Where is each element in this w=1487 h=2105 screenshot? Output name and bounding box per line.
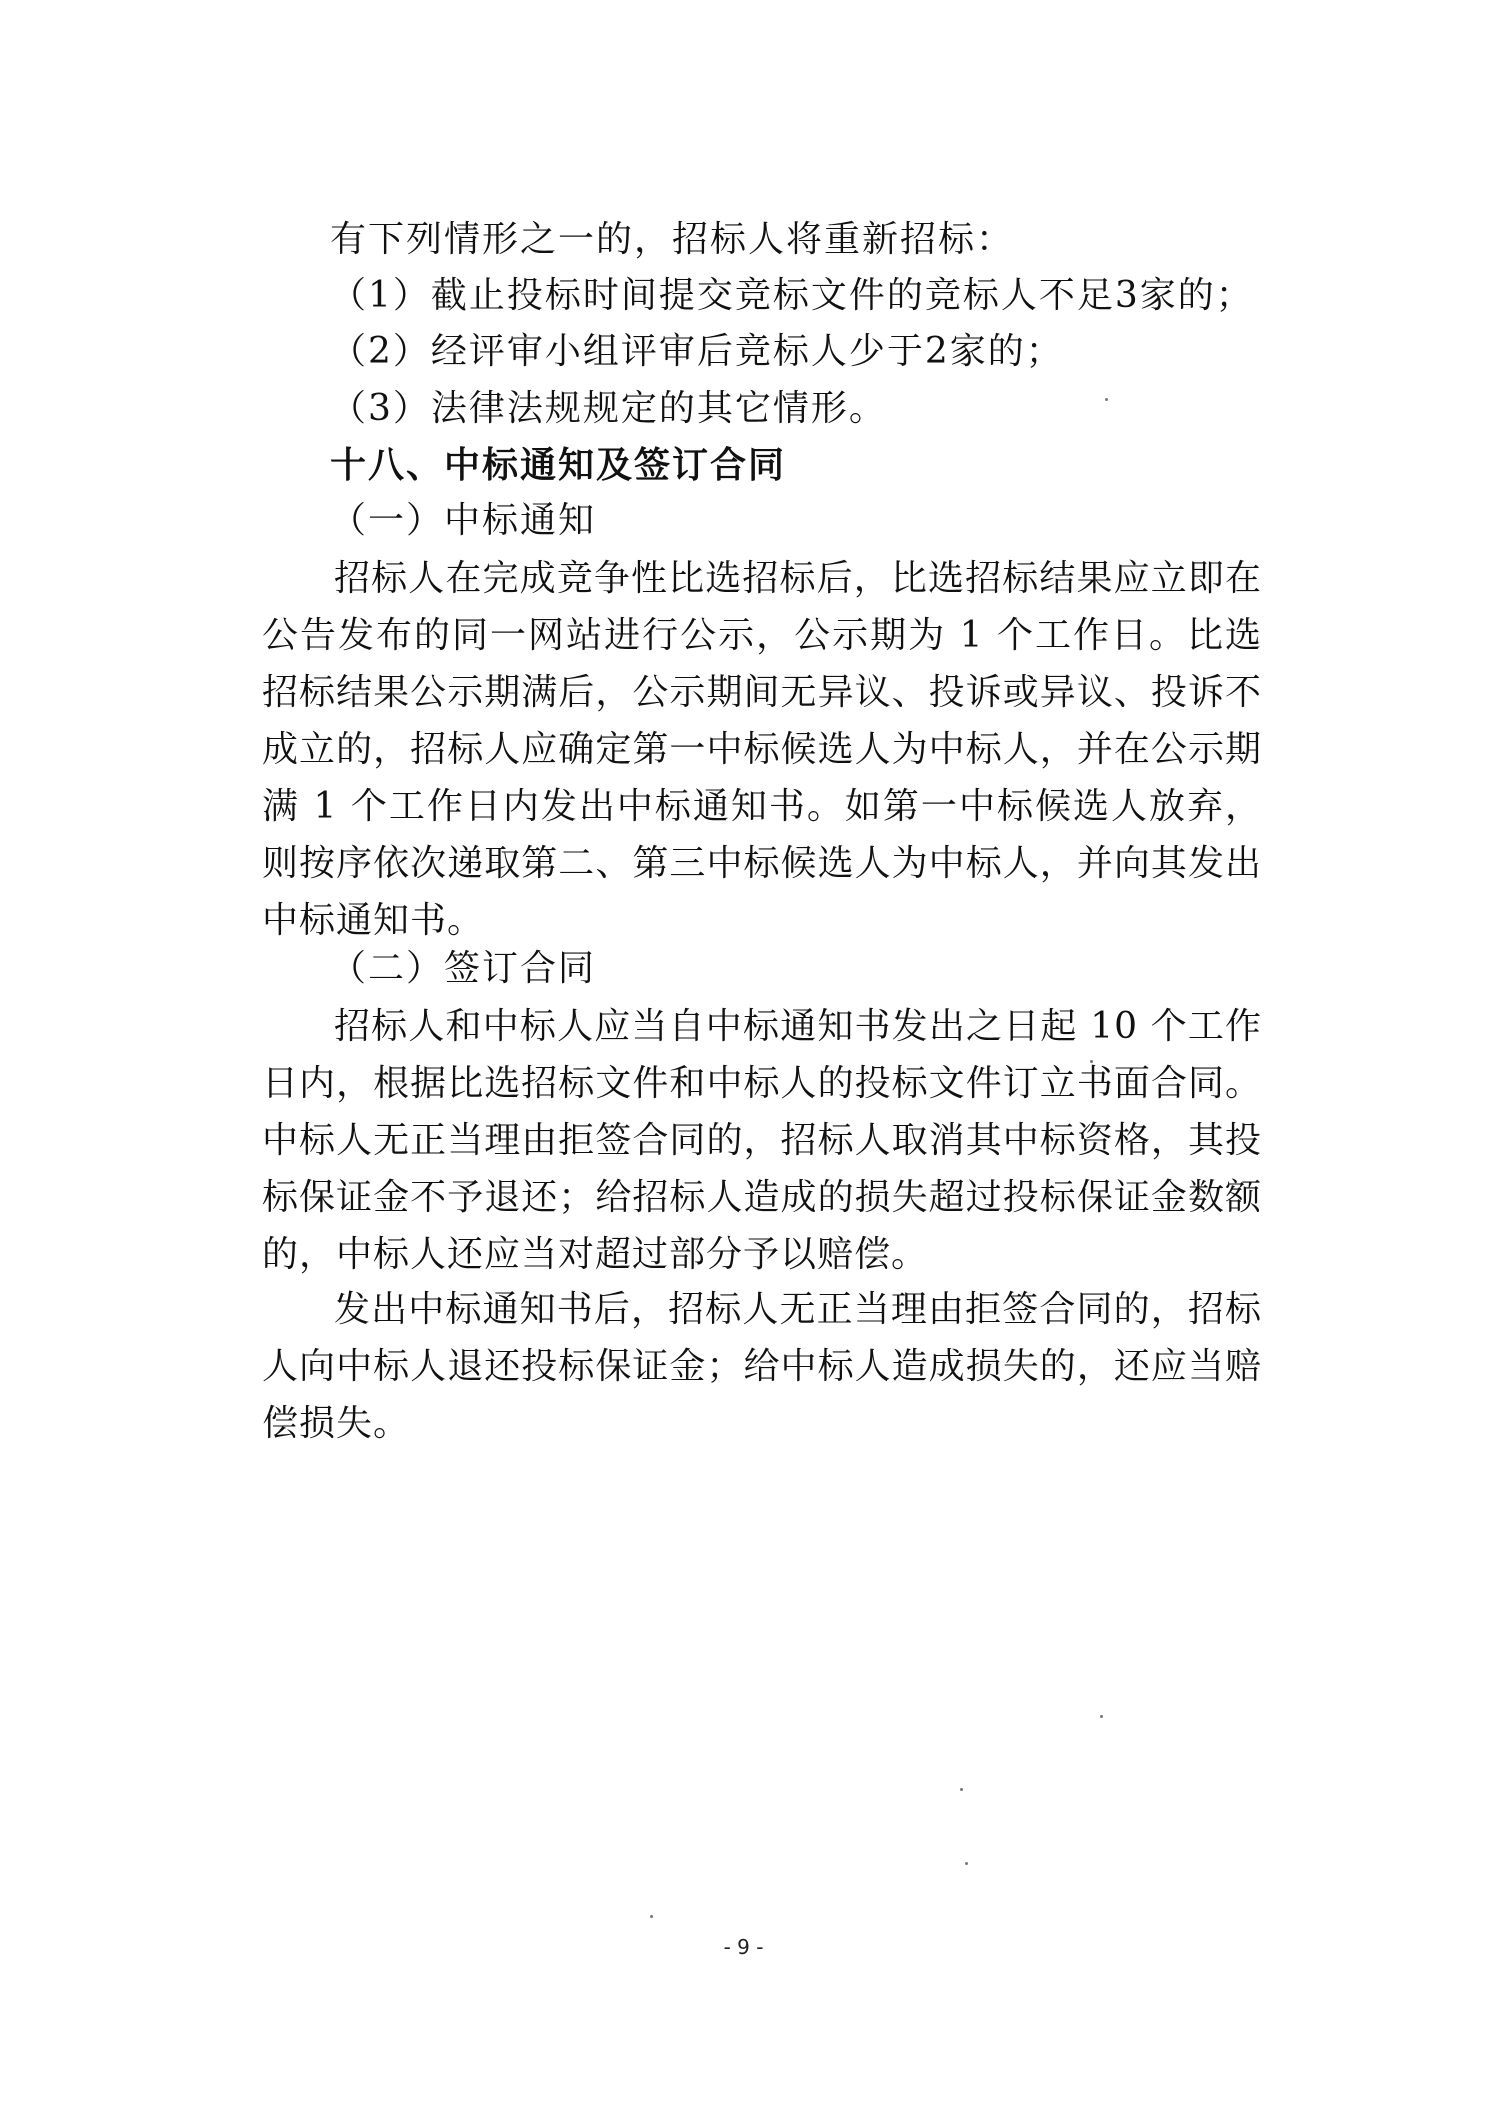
scan-speck	[1100, 1715, 1103, 1718]
rebid-case-3: （3）法律法规规定的其它情形。	[330, 388, 887, 429]
rebid-case-1: （1）截止投标时间提交竞标文件的竞标人不足3家的；	[330, 275, 1254, 316]
scan-speck	[960, 1788, 963, 1791]
scan-speck	[1105, 398, 1108, 401]
subsection-2-paragraph-1: 招标人和中标人应当自中标通知书发出之日起 10 个工作日内，根据比选招标文件和中标人的投标文件订立书面合同。中标人无正当理由拒签合同的，招标人取消其中标资格，其投标保证金不予退还；给招标人造成的损失超过投标保证金数额的，中标人还应当对超过部分予以赔偿。	[262, 1006, 1262, 1275]
subsection-2-heading: （二）签订合同	[330, 948, 597, 989]
scan-speck	[650, 1915, 653, 1918]
subsection-2-paragraph-2: 发出中标通知书后，招标人无正当理由拒签合同的，招标人向中标人退还投标保证金；给中标人造成损失的，还应当赔偿损失。	[262, 1289, 1262, 1444]
intro-line: 有下列情形之一的，招标人将重新招标：	[330, 219, 1015, 260]
scan-speck	[965, 1862, 968, 1865]
page-number: - 9 -	[723, 1935, 764, 1959]
scan-speck	[1090, 1060, 1093, 1063]
section-heading: 十八、中标通知及签订合同	[330, 444, 787, 486]
subsection-1-heading: （一）中标通知	[330, 500, 597, 541]
rebid-case-2: （2）经评审小组评审后竞标人少于2家的；	[330, 331, 1064, 372]
subsection-1-paragraph: 招标人在完成竞争性比选招标后，比选招标结果应立即在公告发布的同一网站进行公示，公示期为 1 个工作日。比选招标结果公示期满后，公示期间无异议、投诉或异议、投诉不成立的，招标人应确定第一中标候选人为中标人，并在公示期满 1 个工作日内发出中标通知书。如第一中标候选人放弃，则按序依次递取第二、第三中标候选人为中标人，并向其发出中标通知书。	[262, 558, 1262, 941]
